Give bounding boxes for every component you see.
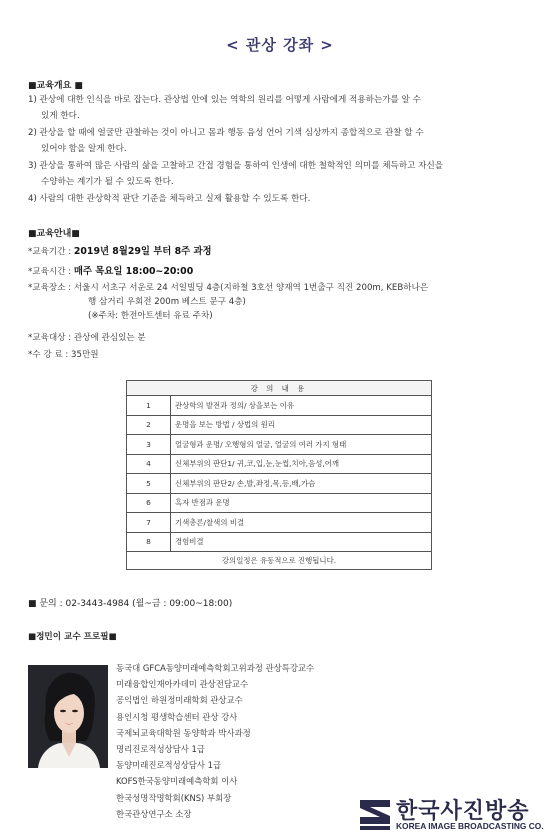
education-overview-heading: ■교육개요 ■	[28, 81, 83, 91]
overview-item-4-line1: 4) 사람의 대한 관상학적 판단 기준을 체득하고 실제 활용할 수 있도록 한다.	[28, 194, 311, 204]
lecture-num: 5	[127, 474, 171, 494]
info-period	[28, 243, 212, 257]
education-info-heading: ■교육안내■	[28, 229, 80, 239]
professor-profile-list	[116, 660, 314, 822]
profile-line: 용인시청 평생학습센터 관상 강사	[116, 711, 238, 722]
lecture-content: 관상학의 발전과 정의/ 상을보는 이유	[171, 396, 432, 416]
lecture-num: 1	[127, 396, 171, 416]
info-place-label: *교육장소 :	[28, 283, 72, 293]
lecture-table	[126, 380, 432, 570]
overview-item-3	[28, 158, 548, 190]
lecture-num: 6	[127, 493, 171, 513]
lecture-content: 기색총론/찰색의 비결	[171, 513, 432, 533]
page-title: < 관상 강좌 >	[226, 36, 334, 54]
profile-line: 동국대 GFCA동양미래예측학회고위과정 관상특강교수	[116, 663, 315, 673]
lecture-table-footer-row	[127, 552, 432, 570]
profile-line: KOFS한국동양미래예측학회 이사	[116, 776, 238, 787]
info-time-label: *교육시간 :	[28, 267, 72, 277]
info-period-label: *교육기간 :	[28, 247, 72, 257]
profile-line: 한국성명작명학회(KNS) 부회장	[116, 792, 232, 803]
lecture-num: 2	[127, 415, 171, 435]
broadcaster-logo-icon	[356, 794, 394, 834]
profile-line: 한국관상연구소 소장	[116, 808, 192, 819]
lecture-content: 흑자 반점과 운명	[171, 493, 432, 513]
professor-portrait-image	[28, 665, 108, 768]
info-place-value-3: (※주차: 한전아트센터 유료 주차)	[88, 311, 213, 321]
overview-item-2	[28, 125, 548, 157]
lecture-num: 3	[127, 435, 171, 455]
broadcaster-logo-subtitle: KOREA IMAGE BROADCASTING CO.	[396, 821, 544, 831]
table-row	[127, 474, 432, 494]
table-row	[127, 513, 432, 533]
lecture-table-header: 강 의 내 용	[127, 381, 432, 396]
lecture-content: 운명을 보는 방법 / 상법의 원리	[171, 415, 432, 435]
overview-item-1-line1: 1) 관상에 대한 인식을 바로 잡는다. 관상법 안에 있는 역학의 원리를 어떻게 사람에게 적용하는가를 알 수	[28, 95, 421, 105]
info-period-value: 2019년 8월29일 부터 8주 과정	[73, 246, 212, 257]
overview-item-1	[28, 92, 548, 124]
broadcaster-logo-name: 한국사진방송	[396, 799, 530, 824]
profile-line: 공익법인 하원정미래학회 관상교수	[116, 695, 243, 706]
info-place-value-1: 서울시 서초구 서운로 24 서일빌딩 4층(지하철 3호선 양재역 1번출구 직진 200m, KEB하나은	[73, 283, 429, 293]
lecture-table-header-row	[127, 381, 432, 396]
lecture-content: 경험비결	[171, 532, 432, 552]
lecture-num: 7	[127, 513, 171, 533]
info-target-value: 관상에 관심있는 분	[73, 333, 146, 343]
profile-line: 명리진로적성상담사 1급	[116, 744, 205, 755]
table-row	[127, 454, 432, 474]
table-row	[127, 493, 432, 513]
profile-line: 동양미래진로적성상담사 1급	[116, 760, 222, 771]
overview-item-2-line1: 2) 관상을 할 때에 얼굴만 관찰하는 것이 아니고 몸과 행동 음성 언어 기색 심상까지 종합적으로 관찰 할 수	[28, 128, 424, 138]
lecture-table-footer: 강의일정은 유동적으로 진행됩니다.	[127, 552, 432, 570]
info-fee-label: *수 강 료 :	[28, 350, 69, 360]
overview-item-1-line2: 있게 한다.	[41, 111, 80, 121]
lecture-num: 4	[127, 454, 171, 474]
professor-photo	[28, 665, 108, 768]
info-target-label: *교육대상 :	[28, 333, 72, 343]
lecture-content: 얼굴형과 운명/ 오행형의 얼굴, 얼굴의 여러 가지 형태	[171, 435, 432, 455]
professor-heading: ■정민이 교수 프로필■	[28, 632, 117, 642]
broadcaster-logo	[356, 794, 560, 836]
table-row	[127, 435, 432, 455]
lecture-num: 8	[127, 532, 171, 552]
overview-item-3-line1: 3) 관상을 통하여 많은 사람의 삶을 고찰하고 간접 경험을 통하여 인생에 대한 철학적인 의미를 체득하고 자신을	[28, 161, 444, 171]
table-row	[127, 532, 432, 552]
table-row	[127, 415, 432, 435]
overview-item-4	[28, 191, 548, 207]
lecture-content: 신체부위의 판단1/ 귀,코,입,눈,눈썹,치아,음성,어깨	[171, 454, 432, 474]
info-place	[28, 281, 528, 323]
overview-item-2-line2: 있어야 함을 알게 한다.	[41, 144, 127, 154]
lecture-content: 신체부위의 판단2/ 손,발,좌정,목,등,배,가슴	[171, 474, 432, 494]
info-fee-value: 35만원	[71, 350, 99, 360]
table-row	[127, 396, 432, 416]
info-place-value-2: 행 삼거리 우회전 200m 베스트 문구 4층)	[88, 297, 246, 307]
overview-item-3-line2: 수양하는 계기가 될 수 있도록 한다.	[41, 177, 174, 187]
info-time	[28, 263, 193, 277]
info-time-value: 매주 목요일 18:00~20:00	[73, 266, 194, 277]
info-target	[28, 331, 146, 343]
info-fee	[28, 348, 99, 360]
profile-line: 국제뇌교육대학원 동양학과 박사과정	[116, 727, 251, 738]
contact-info: ■ 문의 : 02-3443-4984 (월~금 : 09:00~18:00)	[28, 599, 233, 609]
profile-line: 미래융합인재아카데미 관상전담교수	[116, 679, 249, 690]
